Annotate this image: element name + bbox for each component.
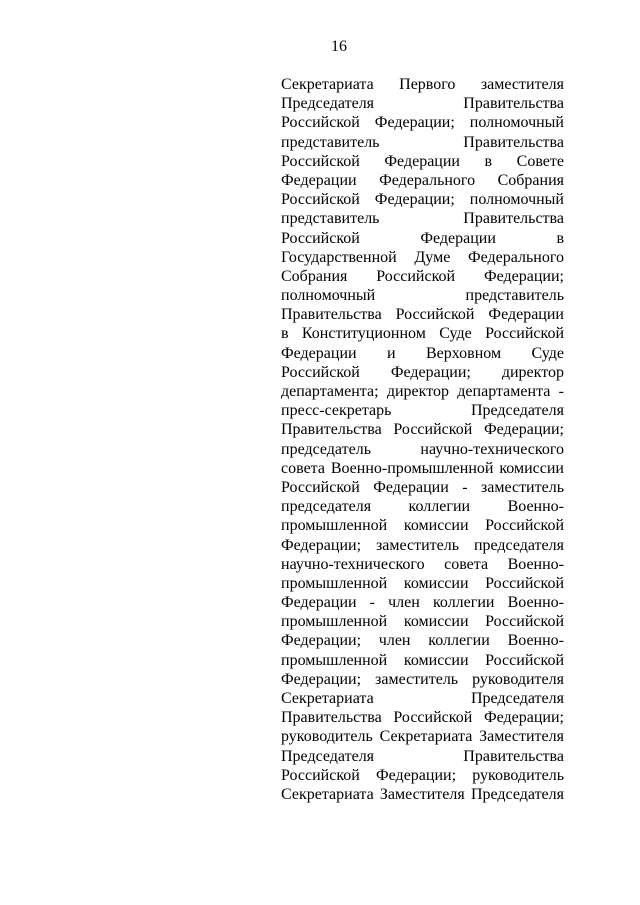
text-line: промышленной комиссии Российской: [281, 574, 564, 592]
text-line: Секретариата Заместителя Председателя: [281, 785, 564, 803]
text-line: Федерации и Верховном Суде: [281, 344, 564, 362]
text-line: Российской Федерации; полномочный: [281, 191, 564, 209]
text-line: Федерации; заместитель руководителя: [281, 670, 564, 688]
text-line: полномочный представитель: [281, 287, 564, 305]
text-line: Председателя Правительства: [281, 747, 564, 765]
text-line: Федерации - член коллегии Военно-: [281, 594, 564, 612]
text-line: промышленной комиссии Российской: [281, 613, 564, 631]
text-line: Федерации; заместитель председателя: [281, 536, 564, 554]
text-line: Российской Федерации - заместитель: [281, 478, 564, 496]
text-line: научно-технического совета Военно-: [281, 555, 564, 573]
text-line: в Конституционном Суде Российской: [281, 325, 564, 343]
text-line: промышленной комиссии Российской: [281, 517, 564, 535]
text-line: Собрания Российской Федерации;: [281, 267, 564, 285]
text-line: председатель научно-технического: [281, 440, 564, 458]
text-line: департамента; директор департамента -: [281, 383, 564, 400]
text-line: Российской Федерации в: [281, 229, 564, 247]
text-line: Секретариата Председателя: [281, 690, 564, 707]
page-number: 16: [331, 38, 347, 55]
text-line: представитель Правительства: [281, 210, 564, 228]
text-line: промышленной комиссии Российской: [281, 651, 564, 669]
text-line: председателя коллегии Военно-: [281, 498, 564, 516]
text-line: Правительства Российской Федерации;: [281, 709, 564, 727]
text-line: Правительства Российской Федерации;: [281, 421, 564, 439]
text-line: Федерации; член коллегии Военно-: [281, 632, 564, 650]
text-line: Российской Федерации; полномочный: [281, 114, 564, 132]
text-line: представитель Правительства: [281, 133, 564, 151]
text-line: Российской Федерации; директор: [281, 363, 564, 381]
text-line: Правительства Российской Федерации: [281, 306, 564, 324]
text-line: Секретариата Первого заместителя: [281, 76, 564, 93]
text-line: совета Военно-промышленной комиссии: [281, 459, 564, 477]
text-line: Председателя Правительства: [281, 95, 564, 113]
text-line: Федерации Федерального Собрания: [281, 171, 564, 189]
text-line: пресс-секретарь Председателя: [281, 402, 564, 420]
text-line: руководитель Секретариата Заместителя: [281, 728, 564, 746]
body-text-column: [281, 75, 564, 804]
text-line: Российской Федерации в Совете: [281, 152, 564, 170]
text-line: Российской Федерации; руководитель: [281, 766, 564, 784]
text-line: Государственной Думе Федерального: [281, 248, 564, 266]
